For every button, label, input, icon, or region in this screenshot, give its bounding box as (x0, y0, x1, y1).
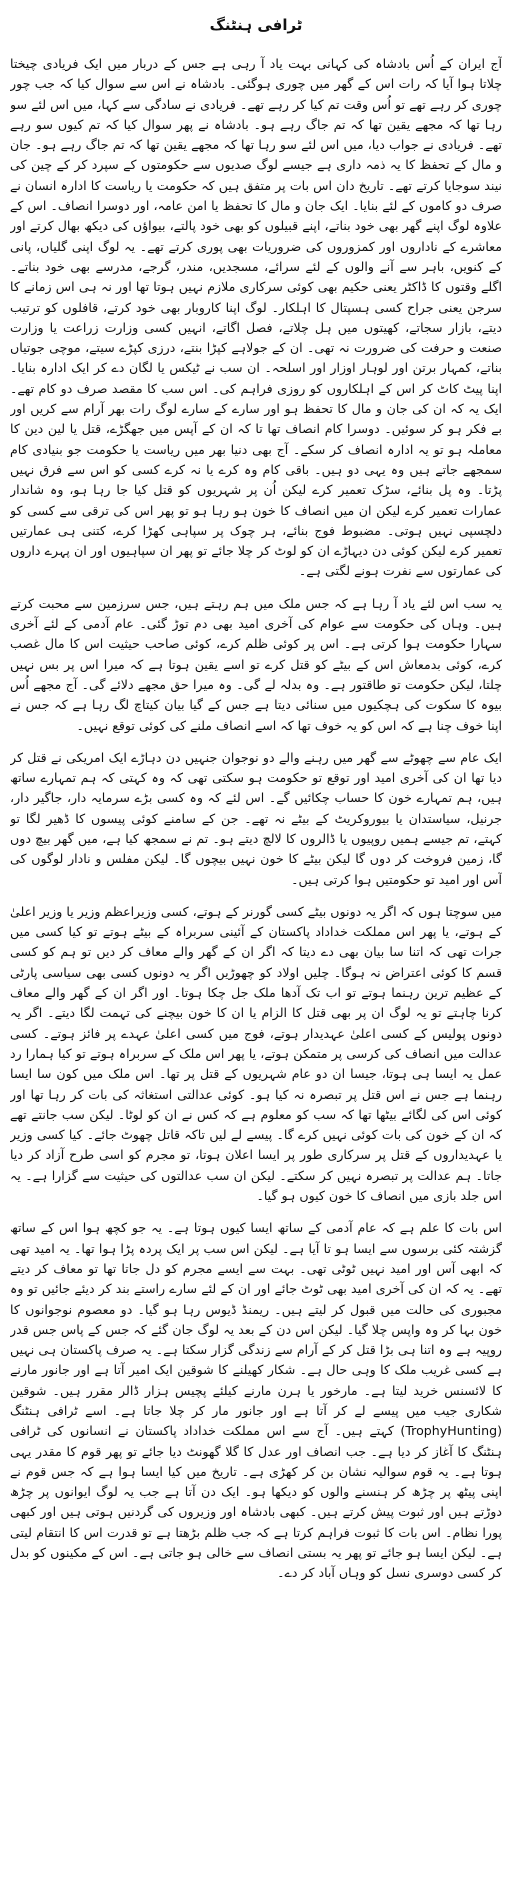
article-title: ٹرافی ہنٹنگ (209, 16, 303, 34)
article-paragraph-5: اس بات کا علم ہے کہ عام آدمی کے ساتھ ایسا کیوں ہوتا ہے۔ یہ جو کچھ ہوا اس کے ساتھ گزشتہ کئی برسوں سے ایسا ہو تا آیا ہے۔ لیکن اس سب پر ایک پردہ پڑا ہوا تھا۔ یہ امید تھی کہ ابھی آس اور امید نہیں ٹوٹی تھی۔ بہت سے ایسے مجرم کو دل جاتا تھا تو معاف کر دیتے تھے۔ یہ کہ ان کی آخری امید بھی ٹوٹ جائے اور ان کے لئے سارے راستے بند کر دیئے جائیں تو وہ مجبوری کی حالت میں قبول کر لیتے ہیں۔ ریمنڈ ڈیوس رہا ہو گیا۔ دو معصوم نوجوانوں کا خون بہا کر وہ واپس چلا گیا۔ لیکن اس دن کے بعد یہ لوگ جان گئے کہ جس کے پاس جس قدر روپیہ ہے وہ اتنا ہی بڑا قتل کر کے آرام سے زندگی گزار سکتا ہے۔ یہ صرف پاکستان ہی نہیں ہے کسی غریب ملک کا وہی حال ہے۔ شکار کھیلنے کا شوقین ایک امیر آتا ہے اور جانور مارنے کا لائسنس خرید لیتا ہے۔ مارخور یا ہرن مارنے کیلئے پچیس ہزار ڈالر مقرر ہیں۔ شوقین شکاری جیب میں پیسے لے کر آتا ہے اور جانور مار کر چلا جاتا ہے۔ اسے ٹرافی ہنٹنگ (TrophyHunting) کہتے ہیں۔ آج سے اس مملکت خداداد پاکستان نے انسانوں کی ٹرافی ہنٹنگ کا آغاز کر دیا ہے۔ جب انصاف اور عدل کا گلا گھونٹ دیا جائے تو پھر قوم کا مقدر یہی ہوتا ہے۔ یہ قوم سوالیہ نشان بن کر کھڑی ہے۔ تاریخ میں کیا ایسا ہوا ہے کہ جس قوم نے اپنی پیٹھ پر چڑھ کر ہنسنے والوں کو دیکھا ہو۔ ایک دن آتا ہے جب یہ لوگ ایوانوں پر چڑھ دوڑتے ہیں اور ثبوت پیش کرتے ہیں۔ کبھی بادشاہ اور وزیروں کی گردنیں ہوتی ہیں اور کبھی پورا نظام۔ اس بات کا ثبوت فراہم کرتا ہے کہ جب ظلم بڑھتا ہے تو قدرت اس کا انتقام لیتی ہے۔ لیکن ایسا ہو جائے تو پھر یہ بستی انصاف سے خالی ہو جاتی ہے۔ اس کے مکینوں کو بدل کر کسی دوسری نسل کو وہاں آباد کر دے۔ (10, 1220, 502, 1581)
article-paragraph-1: آج ایران کے اُس بادشاہ کی کہانی بہت یاد آ رہی ہے جس کے دربار میں ایک فریادی چیختا چلاتا ہوا آیا کہ رات اس کے گھر میں چوری ہوگئی۔ بادشاہ نے اس سے سوال کیا کہ جب چور چوری کر رہے تھے تو اُس وقت تم کیا کر رہے تھے۔ فریادی نے سادگی سے کہا، میں اس لئے سو رہا تھا کہ مجھے یقین تھا کہ تم جاگ رہے ہو۔ بادشاہ نے پھر سوال کیا کہ تم کیوں سو رہے تھے۔ فریادی نے جواب دیا، میں اس لئے سو رہا تھا کہ مجھے یقین تھا کہ تم جاگ رہے ہو۔ جان و مال کے تحفظ کا یہ ذمہ داری ہے جیسے لوگ صدیوں سے حکومتوں کے سپرد کر کے چین کی نیند سوجایا کرتے تھے۔ تاریخ دان اس بات پر متفق ہیں کہ حکومت یا ریاست کا ادارہ انسان نے صرف دو کاموں کے لئے بنایا۔ ایک جان و مال کا تحفظ یا امن عامہ، اور دوسرا انصاف۔ اس کے علاوہ لوگ اپنے گھر بھی خود بناتے، اپنے قبیلوں کو بھی خود پالتے، بیواؤں کی دیکھ بھال کرتے اور معاشرے کے ناداروں اور کمزوروں کی ضروریات بھی پوری کرتے تھے۔ یہ لوگ اپنی گلیاں، پانی کے کنویں، باہر سے آنے والوں کے لئے سرائے، مسجدیں، مندر، گرجے، مدرسے بھی خود بناتے۔ اگلے وقتوں کا ڈاکٹر یعنی حکیم بھی کوئی سرکاری ملازم نہیں ہوتا تھا اور نہ ہی اس زمانے کا سرجن یعنی جراح کسی ہسپتال کا اہلکار۔ لوگ اپنا کاروبار بھی خود کرتے، قافلوں کو ترتیب دیتے، بازار سجاتے، کھیتوں میں ہل چلاتے، فصل اگاتے، انہیں کسی وزارت زراعت یا وزارت صنعت و حرفت کی ضرورت نہ تھی۔ ان کے جولاہے کپڑا بنتے، درزی کپڑے سیتے، موچی جوتیاں بناتے، کمہار برتن اور لوہار اوزار اور اسلحہ۔ ان سب نے ٹیکس یا لگان دے کر ایک ادارہ بنایا۔ اپنا پیٹ کاٹ کر اس کے اہلکاروں کو روزی فراہم کی۔ اس سب کا مقصد صرف دو کام تھے۔ ایک یہ کہ ان کی جان و مال کا تحفظ ہو اور سارے کے سارے لوگ رات بھر آرام سے کریں اور بے فکر ہو کر سوئیں۔ دوسرا کام انصاف تھا تا کہ ان کے آپس میں جھگڑے، قتل یا لین دین کا معاملہ ہو تو یہ ادارہ انصاف کر سکے۔ آج بھی دنیا بھر میں ریاست یا حکومت جو بنیادی کام سمجھے جاتے ہیں وہ یہی دو ہیں۔ باقی کام وہ کرے یا نہ کرے کسی کو اس سے فرق نہیں پڑتا۔ وہ پل بنائے، سڑک تعمیر کرے لیکن اُن پر شہریوں کو قتل کیا جا رہا ہو، وہ شاندار عمارات تعمیر کرے لیکن ان میں انصاف کا خون ہو رہا ہو تو پھر اس کی ترقی سے کسی کو دلچسپی نہیں ہوتی۔ مضبوط فوج بنائے، ہر چوک پر سپاہی کھڑا کرے، کتنی ہی عمارتیں تعمیر کرے لیکن کوئی دن دیہاڑے ان کو لوٹ کر چلا جائے تو پھر ان سپاہیوں اور ان پہرے داروں کی عمارتوں سے نفرت ہونے لگتی ہے۔ (10, 56, 502, 579)
article-paragraph-3: ایک عام سے چھوٹے سے گھر میں رہنے والے دو نوجوان جنہیں دن دہاڑے ایک امریکی نے قتل کر دیا تھا ان کی آخری امید اور توقع تو حکومت ہو سکتی تھی کہ وہ کہتی کہ ہم تمہارے ساتھ ہیں، ہم تمہارے خون کا حساب چکائیں گے۔ اس لئے کہ وہ کسی بڑے سرمایہ دار، جاگیر دار، جرنیل، سیاستدان یا بیوروکریٹ کے بیٹے نہ تھے۔ جن کے سامنے کوئی پیسوں کا ڈھیر لگا تو کہتے، تم جیسے ہمیں روپیوں یا ڈالروں کا لالچ دیتے ہو۔ تم نے سمجھ کیا ہے، میں گھر بیچ دوں گا، زمین فروخت کر دوں گا لیکن بیٹے کا خون نہیں بیچوں گا۔ لیکن مفلس و نادار لوگوں کی آس اور امید تو حکومتیں ہوا کرتی ہیں۔ (10, 749, 502, 887)
article-paragraph-4: میں سوچتا ہوں کہ اگر یہ دونوں بیٹے کسی گورنر کے ہوتے، کسی وزیراعظم وزیر یا وزیر اعلیٰ کے ہوتے، یا پھر اس مملکت خداداد پاکستان کے آئینی سربراہ کے بیٹے ہوتے تو کیا کسی میں جرات تھی کہ اتنا سا بیان بھی دے دیتا کہ اگر ان کے گھر والے معاف کر دیں تو ہم کو کسی قسم کا کوئی اعتراض نہ ہوگا۔ چلیں اولاد کو چھوڑیں اگر یہ دونوں کسی بھی سیاسی پارٹی کے عظیم ترین رہنما ہوتے تو اب تک آدھا ملک جل چکا ہوتا۔ اور اگر ان کے گھر والے معاف کرنا چاہتے تو یہ لوگ ان پر بھی قتل کا الزام یا ان کا خون بیچنے کی تہمت لگا دیتے۔ اگر یہ دونوں پولیس کے کسی اعلیٰ عہدیدار ہوتے، فوج میں کسی اعلیٰ عہدے پر فائز ہوتے۔ کسی عدالت میں انصاف کی کرسی پر متمکن ہوتے، یا پھر اس ملک کے سربراہ ہوتے تو کیا ہمارا رد عمل یہ ایسا ہی ہوتا، جیسا ان دو عام شہریوں کے قتل پر تھا۔ اس ملک میں کون سا ایسا رہنما ہے جس نے اس قتل پر تبصرہ نہ کیا ہو۔ کوئی عدالتی استغاثہ کی بات کر رہا تھا اور کوئی اس کی لگائے بیٹھا تھا کہ سب کو معلوم ہے کہ کس نے ان کو لوٹا۔ لیکن سب جانتے تھے کہ ان کے خون کی بات کوئی نہیں کرے گا۔ پیسے لے لیں تاکہ قاتل چھوٹ جائے۔ کیا کسی وزیر یا عہدیداروں کے قتل پر سرکاری طور پر ایسا اعلان ہوتا، تو مجرم کو اسی طرح آزاد کر دیا جاتا۔ ہم عدالت پر تبصرہ نہیں کر سکتے۔ لیکن ان سب عدالتوں کی حیثیت سے گزارا ہے۔ یہ اس جلد بازی میں انصاف کا خون کیوں ہو گیا۔ (10, 903, 502, 1204)
article-paragraph-2: یہ سب اس لئے یاد آ رہا ہے کہ جس ملک میں ہم رہتے ہیں، جس سرزمین سے محبت کرتے ہیں۔ وہاں کی حکومت سے عوام کی آخری امید بھی دم توڑ گئی۔ عام آدمی کے لئے آخری سہارا حکومت ہوا کرتی ہے۔ اس پر کوئی ظلم کرے، کوئی صاحب حیثیت اس کا مال غصب کرے، کوئی بدمعاش اس کے بیٹے کو قتل کرے تو اسے یقین ہوتا ہے کہ میرا اس پر بس نہیں چلتا، لیکن حکومت تو طاقتور ہے۔ وہ بدلہ لے گی۔ وہ میرا حق مجھے دلائے گی۔ آج مجھے اُس بیوہ کا سکوت کی ہچکیوں میں سنائی دیتا ہے جس کے گیا بیان کیتاچ لگ رہا ہے کہ جس نے اپنا خوف چنا ہے کہ اس کو یہ خوف تھا کہ اسے انصاف ملنے کی کوئی توقع نہیں۔ (10, 595, 502, 733)
newspaper-column (10, 10, 502, 1867)
